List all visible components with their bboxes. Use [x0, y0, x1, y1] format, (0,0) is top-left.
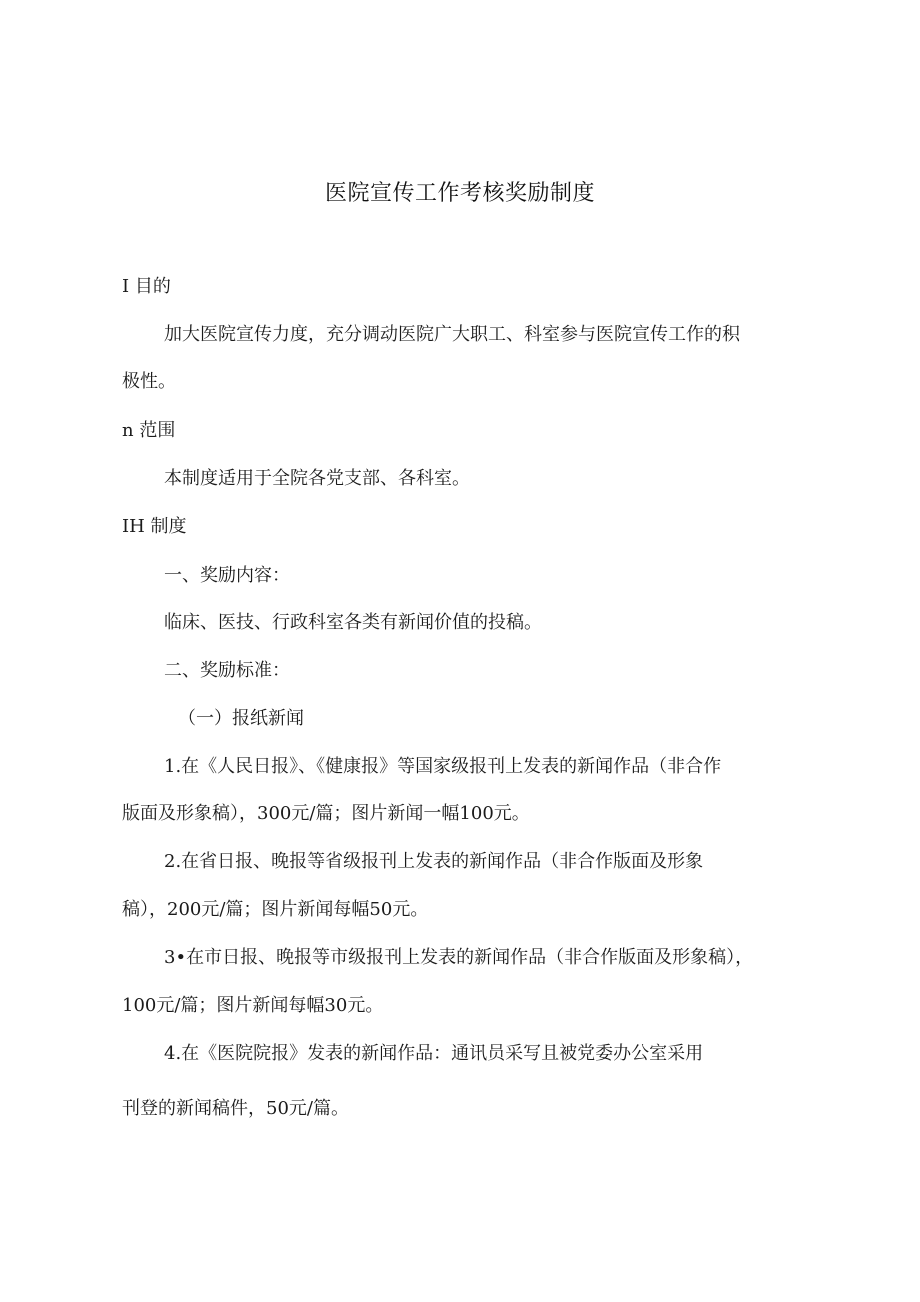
section-heading-rules: IH 制度	[122, 516, 187, 537]
newspaper-news-heading: （一）报纸新闻	[178, 708, 304, 729]
reward-standard-heading: 二、奖励标准：	[164, 660, 290, 681]
reward-content-heading: 一、奖励内容：	[164, 565, 290, 586]
item-1-line-1: 1.在《人民日报》、《健康报》等国家级报刊上发表的新闻作品（非合作	[164, 756, 722, 777]
purpose-paragraph-line-1: 加大医院宣传力度，充分调动医院广大职工、科室参与医院宣传工作的积	[164, 324, 740, 345]
item-3-line-1: 3•在市日报、晚报等市级报刊上发表的新闻作品（非合作版面及形象稿），	[164, 947, 754, 968]
reward-content-text: 临床、医技、行政科室各类有新闻价值的投稿。	[164, 612, 542, 633]
item-2-line-1: 2.在省日报、晚报等省级报刊上发表的新闻作品（非合作版面及形象	[164, 851, 704, 872]
section-heading-scope: n 范围	[122, 420, 176, 441]
item-2-line-2: 稿），200元/篇；图片新闻每幅50元。	[122, 899, 429, 920]
item-1-line-2: 版面及形象稿），300元/篇；图片新闻一幅100元。	[122, 803, 530, 824]
section-heading-purpose: I 目的	[122, 276, 171, 297]
document-title: 医院宣传工作考核奖励制度	[324, 181, 595, 206]
purpose-paragraph-line-2: 极性。	[122, 371, 176, 392]
item-3-line-2: 100元/篇；图片新闻每幅30元。	[122, 995, 384, 1016]
item-4-line-2: 刊登的新闻稿件，50元/篇。	[122, 1098, 349, 1119]
item-4-line-1: 4.在《医院院报》发表的新闻作品：通讯员采写且被党委办公室采用	[164, 1043, 704, 1064]
scope-paragraph: 本制度适用于全院各党支部、各科室。	[164, 468, 470, 489]
